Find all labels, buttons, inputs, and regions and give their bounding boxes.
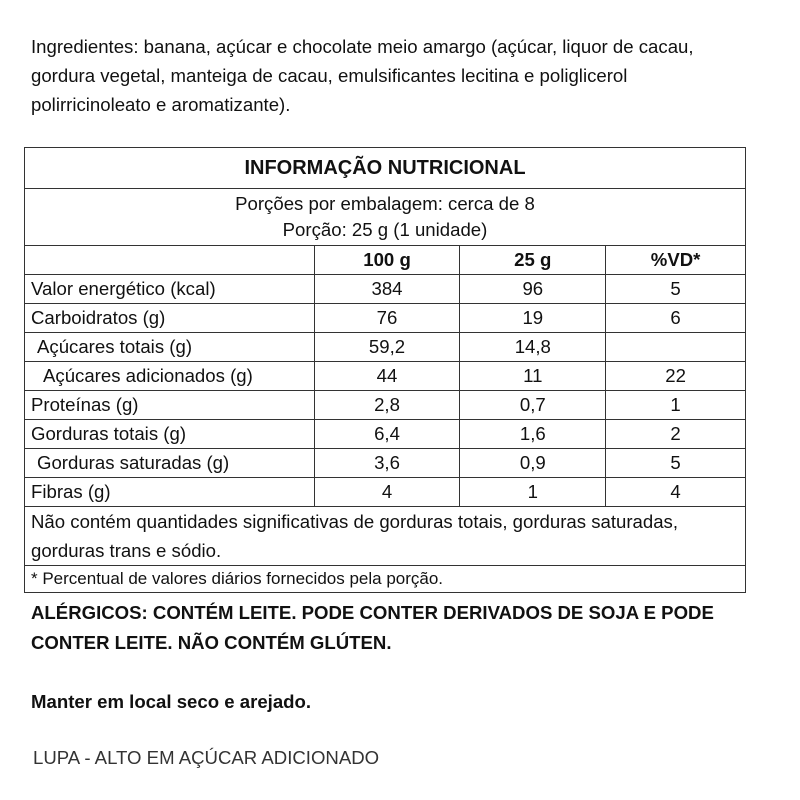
nutrient-label: Fibras (g) xyxy=(25,478,315,507)
value-100g: 2,8 xyxy=(314,391,460,420)
table-row xyxy=(25,275,746,304)
column-header-100g: 100 g xyxy=(314,246,460,275)
value-vd: 6 xyxy=(606,304,746,333)
portion-info-row xyxy=(25,189,746,246)
servings-per-package: Porções por embalagem: cerca de 8 xyxy=(235,193,535,214)
value-vd: 1 xyxy=(606,391,746,420)
nutrition-note: Não contém quantidades significativas de gorduras totais, gorduras saturadas, gorduras trans e sódio. xyxy=(25,507,746,566)
table-row xyxy=(25,478,746,507)
table-row xyxy=(25,304,746,333)
nutrient-label: Gorduras totais (g) xyxy=(25,420,315,449)
value-portion: 19 xyxy=(460,304,606,333)
value-portion: 96 xyxy=(460,275,606,304)
column-header-label xyxy=(25,246,315,275)
note-row xyxy=(25,507,746,566)
serving-size: Porção: 25 g (1 unidade) xyxy=(282,219,488,240)
column-header-row xyxy=(25,246,746,275)
value-portion: 0,9 xyxy=(460,449,606,478)
value-vd: 22 xyxy=(606,362,746,391)
value-100g: 6,4 xyxy=(314,420,460,449)
table-row xyxy=(25,362,746,391)
value-portion: 11 xyxy=(460,362,606,391)
portion-info xyxy=(25,189,746,246)
nutrient-label: Açúcares totais (g) xyxy=(25,333,315,362)
nutrition-title-row xyxy=(25,148,746,189)
nutrient-label: Valor energético (kcal) xyxy=(25,275,315,304)
value-vd: 4 xyxy=(606,478,746,507)
value-100g: 44 xyxy=(314,362,460,391)
value-portion: 1 xyxy=(460,478,606,507)
value-100g: 384 xyxy=(314,275,460,304)
value-100g: 3,6 xyxy=(314,449,460,478)
value-vd: 5 xyxy=(606,275,746,304)
column-header-portion: 25 g xyxy=(460,246,606,275)
nutrient-label: Proteínas (g) xyxy=(25,391,315,420)
footnote-row xyxy=(25,566,746,593)
value-portion: 1,6 xyxy=(460,420,606,449)
value-portion: 14,8 xyxy=(460,333,606,362)
column-header-vd: %VD* xyxy=(606,246,746,275)
value-100g: 4 xyxy=(314,478,460,507)
nutrition-table xyxy=(24,147,746,593)
value-vd: 5 xyxy=(606,449,746,478)
storage-text: Manter em local seco e arejado. xyxy=(31,691,312,712)
nutrition-title: INFORMAÇÃO NUTRICIONAL xyxy=(25,148,746,189)
value-portion: 0,7 xyxy=(460,391,606,420)
value-vd xyxy=(606,333,746,362)
nutrient-label: Gorduras saturadas (g) xyxy=(25,449,315,478)
table-row xyxy=(25,391,746,420)
value-100g: 76 xyxy=(314,304,460,333)
nutrient-label: Carboidratos (g) xyxy=(25,304,315,333)
nutrition-footnote: * Percentual de valores diários fornecidos pela porção. xyxy=(25,566,746,593)
lupa-warning: LUPA - ALTO EM AÇÚCAR ADICIONADO xyxy=(33,747,380,768)
table-row xyxy=(25,420,746,449)
table-row xyxy=(25,333,746,362)
nutrient-label: Açúcares adicionados (g) xyxy=(25,362,315,391)
table-row xyxy=(25,449,746,478)
value-100g: 59,2 xyxy=(314,333,460,362)
value-vd: 2 xyxy=(606,420,746,449)
allergens-text: ALÉRGICOS: CONTÉM LEITE. PODE CONTER DERIVADOS DE SOJA E PODE CONTER LEITE. NÃO CONTÉM GLÚTEN. xyxy=(31,602,714,653)
ingredients-text: Ingredientes: banana, açúcar e chocolate meio amargo (açúcar, liquor de cacau, gordura vegetal, manteiga de cacau, emulsificantes lecitina e poliglicerol polirricinoleato e aromatizante). xyxy=(31,36,694,115)
